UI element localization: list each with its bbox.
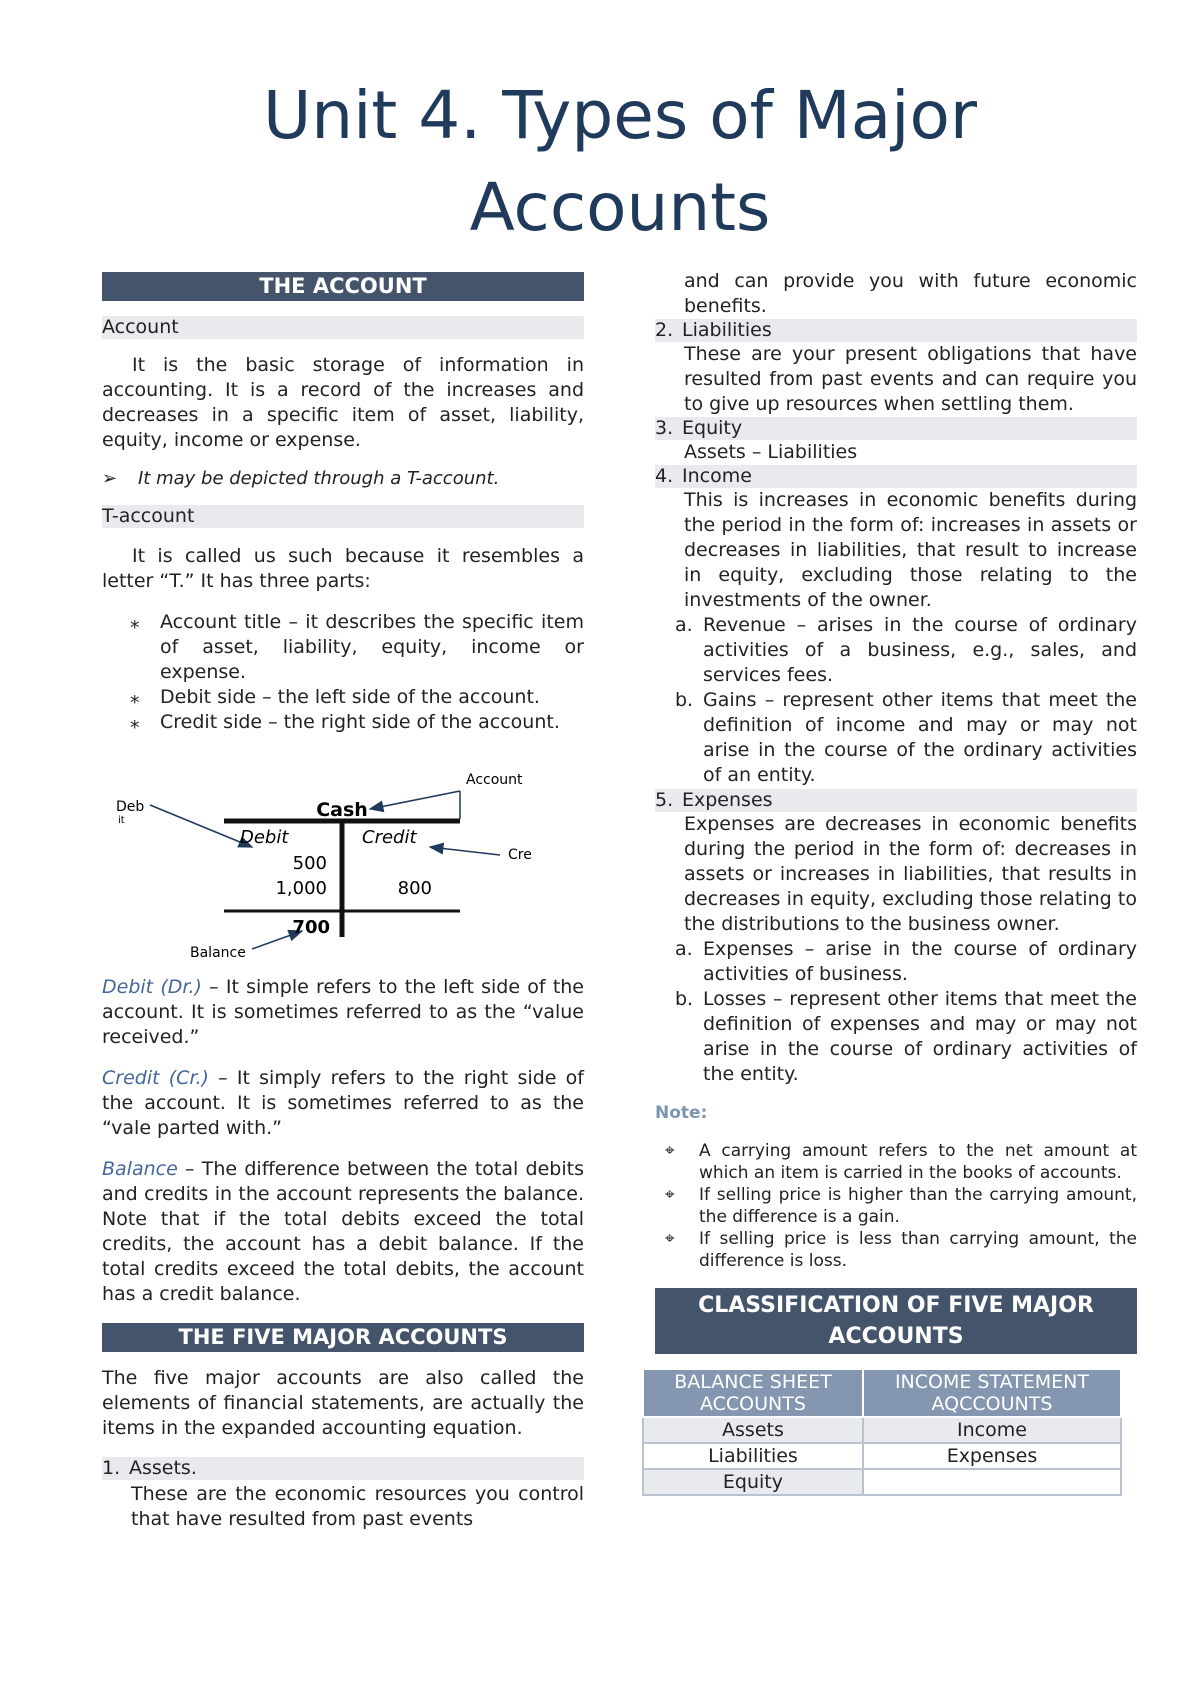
table-cell: Assets <box>643 1417 863 1443</box>
list-item <box>130 685 584 710</box>
t-account-diagram <box>102 759 584 969</box>
credit-arrow <box>430 847 500 855</box>
label-debit: Deb <box>116 799 145 815</box>
debit-value: 500 <box>292 853 327 874</box>
assets-text-continued: and can provide you with future economic benefits. <box>684 270 1137 317</box>
table-cell <box>863 1469 1121 1495</box>
left-column <box>102 272 584 1532</box>
target-bullet-icon: ⌖ <box>665 1185 675 1205</box>
expenses-sublist <box>655 937 1137 1087</box>
debit-definition <box>102 975 584 1050</box>
list-letter: b. <box>675 988 694 1010</box>
list-item-text: Credit side – the right side of the account. <box>160 711 560 733</box>
assets-heading <box>102 1457 584 1480</box>
item-label: Liabilities <box>682 319 772 341</box>
taccount-subheading: T-account <box>102 505 584 528</box>
credit-value: 800 <box>397 878 432 899</box>
list-letter: b. <box>675 689 694 711</box>
star-bullet-icon: ⁎ <box>130 711 140 733</box>
label-debit-cut: it <box>118 815 125 826</box>
account-title: Cash <box>316 799 368 821</box>
list-item <box>675 613 1137 688</box>
title-line-1: Unit 4. Types of Major <box>262 77 978 154</box>
list-item <box>665 1184 1137 1228</box>
page-title <box>0 70 1200 254</box>
account-arrow <box>370 791 460 809</box>
debit-def-text: – It simple refers to the left side of the account. It is sometimes referred to as the “value received.” <box>102 976 584 1048</box>
list-item-text: Account title – it describes the specific item of asset, liability, equity, income or expense. <box>160 611 584 683</box>
table-row <box>643 1469 1121 1495</box>
liabilities-text: These are your present obligations that have resulted from past events and can require you to give up resources when settling them. <box>684 343 1137 415</box>
list-item <box>130 610 584 685</box>
liabilities-heading <box>655 319 1137 342</box>
table-cell: Income <box>863 1417 1121 1443</box>
balance-value: 700 <box>292 917 330 938</box>
item-label: Expenses <box>682 789 773 811</box>
star-bullet-icon: ⁎ <box>130 611 140 633</box>
list-item-text: If selling price is less than carrying amount, the difference is loss. <box>699 1229 1137 1271</box>
balance-definition <box>102 1157 584 1307</box>
item-number: 2. <box>655 319 674 341</box>
star-bullet-icon: ⁎ <box>130 686 140 708</box>
label-account: Account <box>466 772 523 788</box>
taccount-paragraph: It is called us such because it resembles a letter “T.” It has three parts: <box>102 545 584 592</box>
five-major-paragraph: The five major accounts are also called the elements of financial statements, are actually the items in the expanded accounting equation. <box>102 1367 584 1439</box>
list-item <box>665 1228 1137 1272</box>
list-item-text: If selling price is higher than the carrying amount, the difference is a gain. <box>699 1185 1137 1227</box>
classification-table <box>642 1368 1122 1496</box>
list-item-text: Debit side – the left side of the account. <box>160 686 540 708</box>
list-item <box>130 710 584 735</box>
item-number: 4. <box>655 465 674 487</box>
list-item-text: Losses – represent other items that meet the definition of expenses and may or may not arise in the course of ordinary activities of the entity. <box>703 988 1137 1085</box>
table-cell: Equity <box>643 1469 863 1495</box>
item-label: Assets. <box>129 1457 197 1479</box>
list-item <box>675 987 1137 1087</box>
notes-list <box>655 1140 1137 1272</box>
item-number: 1. <box>102 1457 121 1479</box>
table-row <box>643 1417 1121 1443</box>
label-balance: Balance <box>190 945 246 961</box>
account-paragraph: It is the basic storage of information in accounting. It is a record of the increases and decreases in a specific item of asset, liability, equity, income or expense. <box>102 354 584 451</box>
item-label: Income <box>682 465 752 487</box>
table-header-cell: INCOME STATEMENT AQCCOUNTS <box>863 1369 1121 1417</box>
title-line-2: Accounts <box>469 169 771 246</box>
debit-value: 1,000 <box>275 878 327 899</box>
table-header-row <box>643 1369 1121 1417</box>
list-item-text: Expenses – arise in the course of ordinary activities of business. <box>703 938 1137 985</box>
note-label: Note: <box>655 1103 708 1123</box>
item-number: 5. <box>655 789 674 811</box>
classification-header: CLASSIFICATION OF FIVE MAJOR ACCOUNTS <box>655 1288 1137 1354</box>
account-subheading: Account <box>102 316 584 339</box>
debit-term: Debit (Dr.) <box>102 976 202 998</box>
item-number: 3. <box>655 417 674 439</box>
list-item-text: Revenue – arises in the course of ordinary activities of a business, e.g., sales, and services fees. <box>703 614 1137 686</box>
balance-term: Balance <box>102 1158 178 1180</box>
label-credit: Cre <box>508 847 532 863</box>
expenses-text: Expenses are decreases in economic benefits during the period in the form of: decreases in assets or increases in liabilities, that results in decreases in equity, excluding those relating to the distributions to the business owner. <box>684 813 1137 935</box>
list-item-text: Gains – represent other items that meet the definition of income and may or may not arise in the course of the ordinary activities of an entity. <box>703 689 1137 786</box>
income-sublist <box>655 613 1137 788</box>
table-header-cell: BALANCE SHEET ACCOUNTS <box>643 1369 863 1417</box>
credit-def-text: – It simply refers to the right side of the account. It is sometimes referred to as the “vale parted with.” <box>102 1067 584 1139</box>
balance-def-text: – The difference between the total debits and credits in the account represents the balance. Note that if the total debits exceed the total credits, the account has a debit balance. If the total credits exceed the total debits, the account has a credit balance. <box>102 1158 584 1305</box>
item-label: Equity <box>682 417 743 439</box>
debit-arrow <box>150 805 252 847</box>
list-item <box>675 688 1137 788</box>
table-row <box>643 1443 1121 1469</box>
list-item <box>675 937 1137 987</box>
assets-text: These are the economic resources you control that have resulted from past events <box>131 1483 584 1530</box>
income-text: This is increases in economic benefits during the period in the form of: increases in assets or decreases in liabilities, that result to increase in equity, excluding those relating to the investments of the owner. <box>684 489 1137 611</box>
arrow-bullet-icon: ➢ <box>102 468 118 489</box>
list-letter: a. <box>675 614 693 636</box>
table-cell: Expenses <box>863 1443 1121 1469</box>
debit-heading: Debit <box>240 827 289 848</box>
five-major-header: THE FIVE MAJOR ACCOUNTS <box>102 1323 584 1352</box>
equity-heading <box>655 417 1137 440</box>
expenses-heading <box>655 789 1137 812</box>
the-account-header: THE ACCOUNT <box>102 272 584 301</box>
target-bullet-icon: ⌖ <box>665 1141 675 1161</box>
list-letter: a. <box>675 938 693 960</box>
taccount-note <box>102 466 584 491</box>
equity-text: Assets – Liabilities <box>684 441 858 463</box>
taccount-parts-list <box>130 610 584 735</box>
credit-definition <box>102 1066 584 1141</box>
taccount-note-text: It may be depicted through a T-account. <box>138 468 500 489</box>
table-cell: Liabilities <box>643 1443 863 1469</box>
right-column <box>655 269 1137 1496</box>
target-bullet-icon: ⌖ <box>665 1229 675 1249</box>
credit-heading: Credit <box>362 827 417 848</box>
list-item-text: A carrying amount refers to the net amount at which an item is carried in the books of accounts. <box>699 1141 1137 1183</box>
credit-term: Credit (Cr.) <box>102 1067 209 1089</box>
list-item <box>665 1140 1137 1184</box>
income-heading <box>655 465 1137 488</box>
